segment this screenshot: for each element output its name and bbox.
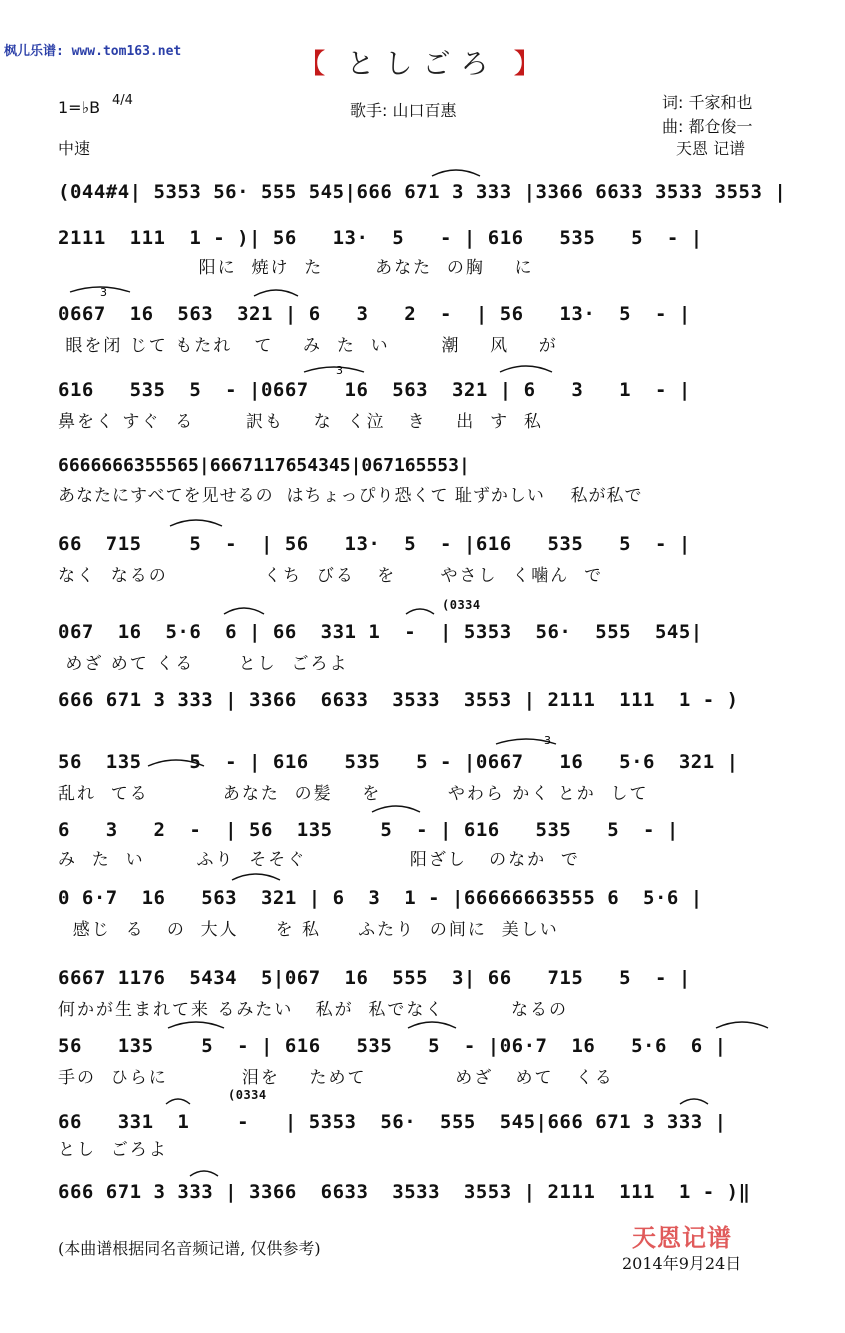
score-row-2-notes: 2111 111 1 - )| 56 13· 5 - | 616 535 5 - | <box>58 227 703 249</box>
triplet-mark: 3 <box>544 734 551 747</box>
title-bracket-close: 】 <box>513 47 548 80</box>
singer-credit: 歌手: 山口百惠 <box>350 101 457 120</box>
score-row-14-notes: 66 331 1 - | 5353 56· 555 545|666 671 3 333 | <box>58 1111 727 1133</box>
title-bracket-open: 【 <box>297 47 332 80</box>
composer-credit: 曲: 都仓俊一 <box>662 117 753 136</box>
score-row-7-notes: 067 16 5·6 6 | 66 331 1 - | 5353 56· 555 545| <box>58 621 703 643</box>
footer-note: (本曲谱根据同名音频记谱, 仅供参考) <box>58 1239 321 1258</box>
score-row-5-lyrics: あなたにすべてを见せるの はちょっぴり恐くて 耻ずかしい 私が私で <box>58 486 643 506</box>
triplet-mark: 3 <box>336 364 343 377</box>
score-row-15-notes: 666 671 3 333 | 3366 6633 3533 3553 | 2111 111 1 - )‖ <box>58 1181 751 1203</box>
score-row-9-notes: 56 135 5 - | 616 535 5 - |0667 16 5·6 321 | <box>58 751 739 773</box>
score-row-4-lyrics: 鼻をく すぐ る 訳も な く泣 き 出 す 私 <box>58 412 543 432</box>
score-row-8-notes: 666 671 3 333 | 3366 6633 3533 3553 | 2111 111 1 - ) <box>58 689 739 711</box>
title-text: としごろ <box>346 47 499 80</box>
lyricist-credit: 词: 千家和也 <box>662 93 753 112</box>
score-row-1-notes: (044#4| 5353 56· 555 545|666 671 3 333 |3366 6633 3533 3553 | <box>58 181 787 203</box>
score-row-3-notes: 0667 16 563 321 | 6 3 2 - | 56 13· 5 - | <box>58 303 691 325</box>
score-row-11-lyrics: 感じ る の 大人 を 私 ふたり の间に 美しい <box>58 920 559 940</box>
score-row-12-lyrics: 何かが生まれて来 るみたい 私が 私でなく なるの <box>58 1000 569 1020</box>
score-row-9-lyrics: 乱れ てる あなた の髪 を やわら かく とか して <box>58 784 649 804</box>
score-row-6-notes: 66 715 5 - | 56 13· 5 - |616 535 5 - | <box>58 533 691 555</box>
score-row-2-lyrics: 阳に 焼け た あなた の胸 に <box>58 258 534 278</box>
footer-date: 2014年9月24日 <box>622 1254 742 1273</box>
score-row-11-notes: 0 6·7 16 563 321 | 6 3 1 - |66666663555 6 5·6 | <box>58 887 703 909</box>
score-row-12-notes: 6667 1176 5434 5|067 16 555 3| 66 715 5 - | <box>58 967 691 989</box>
triplet-mark: 3 <box>100 286 107 299</box>
score-row-13-notes: 56 135 5 - | 616 535 5 - |06·7 16 5·6 6 | <box>58 1035 727 1057</box>
score-row-7-lyrics: めざ めて くる とし ごろよ <box>58 654 349 674</box>
pickup-mark-1: (0334 <box>442 598 481 612</box>
transcriber-stamp: 天恩记谱 <box>632 1223 732 1252</box>
score-row-6-lyrics: なく なるの くち びる を やさし く噛ん で <box>58 566 604 586</box>
pickup-mark-2: (0334 <box>228 1088 267 1102</box>
score-row-5-notes: 6666666355565|6667117654345|067165553| <box>58 455 470 476</box>
time-signature: 4/4 <box>112 93 133 108</box>
site-watermark: 枫儿乐谱: www.tom163.net <box>4 44 182 59</box>
key-signature: 1=♭B <box>58 98 101 117</box>
score-row-3-lyrics: 眼を闭 じて もたれ て み た い 潮 风 が <box>58 336 558 356</box>
transcriber-credit: 天恩 记谱 <box>676 139 746 158</box>
score-row-13-lyrics: 手の ひらに 泪を ためて めざ めて くる <box>58 1068 614 1088</box>
score-row-14-lyrics: とし ごろよ <box>58 1140 168 1160</box>
score-row-4-notes: 616 535 5 - |0667 16 563 321 | 6 3 1 - | <box>58 379 691 401</box>
tempo-marking: 中速 <box>58 139 91 158</box>
score-row-10-notes: 6 3 2 - | 56 135 5 - | 616 535 5 - | <box>58 819 679 841</box>
score-row-10-lyrics: み た い ふり そそぐ 阳ざし のなか で <box>58 850 580 870</box>
